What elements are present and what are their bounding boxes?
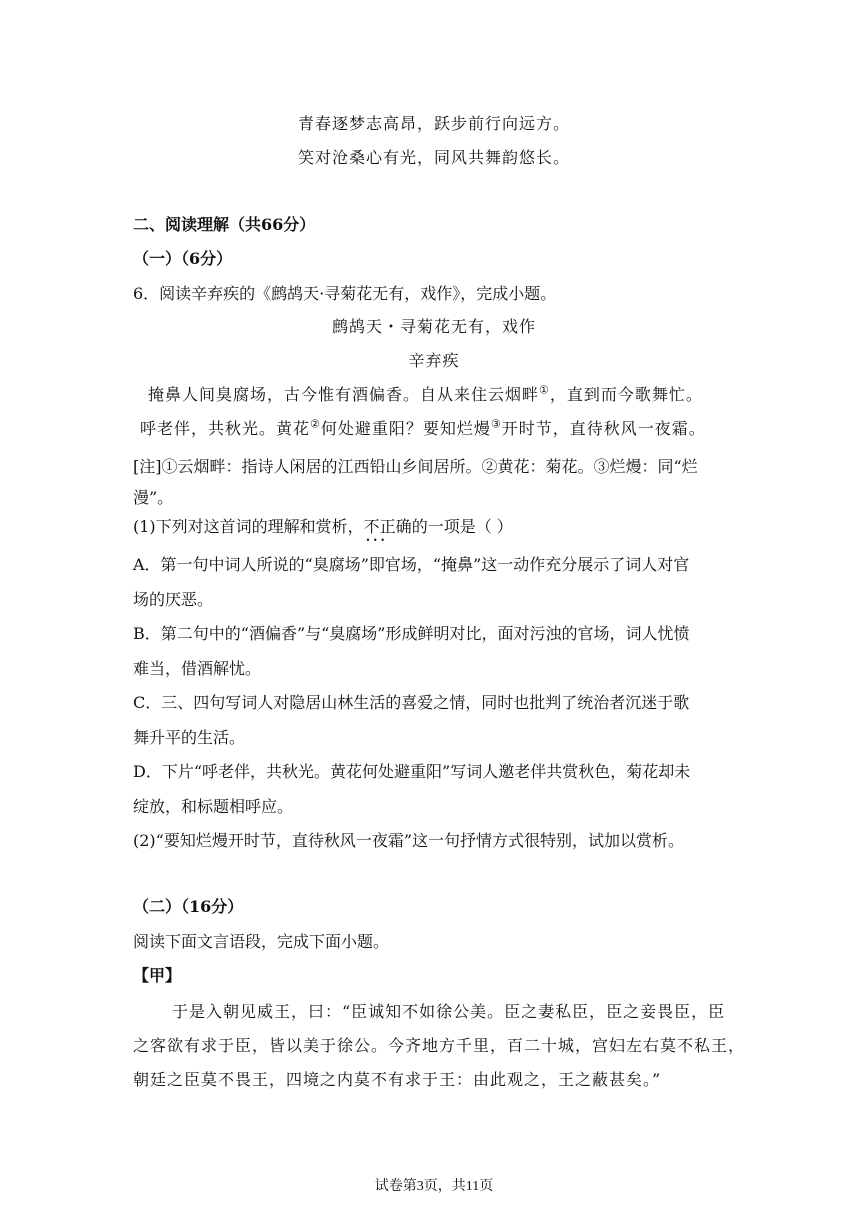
poem-line-1: 青春逐梦志高昂，跃步前行向远方。 <box>297 114 570 133</box>
footnote-marker-1: ① <box>539 383 550 397</box>
part-1-heading: （一）（6分） <box>133 249 233 268</box>
ci-line-2 <box>140 418 706 440</box>
option-c-line-1: C．三、四句写词人对隐居山林生活的喜爱之情，同时也批判了统治者沉迷于歌 <box>133 693 690 712</box>
option-a-line-2: 场的厌恶。 <box>133 590 214 609</box>
ci-line-2-part-a: 呼老伴，共秋光。黄花 <box>140 419 311 438</box>
ci-line-1 <box>148 384 703 406</box>
classical-text-line-1: 于是入朝见威王，曰：“臣诚知不如徐公美。臣之妻私臣，臣之妾畏臣，臣 <box>172 1002 726 1021</box>
option-c-line-2: 舞升平的生活。 <box>133 728 246 747</box>
emphasis-dotted-text: 不正确 • • • <box>364 516 412 538</box>
footnote-marker-2: ② <box>310 417 321 431</box>
ci-author: 辛弃疾 <box>408 351 460 370</box>
page-footer: 试卷第3页，共11页 <box>374 1179 494 1194</box>
sub-question-1 <box>133 516 513 538</box>
section-2-heading: 二、阅读理解（共66分） <box>133 215 316 234</box>
part-2-heading: （二）（16分） <box>133 897 244 916</box>
sub-question-1-before: (1)下列对这首词的理解和赏析， <box>133 517 364 536</box>
jia-label: 【甲】 <box>133 966 182 985</box>
note-line-2: 漫”。 <box>133 488 174 507</box>
option-b-line-2: 难当，借酒解忧。 <box>133 659 262 678</box>
ci-title: 鹧鸪天・寻菊花无有，戏作 <box>331 317 536 336</box>
note-line-1: [注]①云烟畔：指诗人闲居的江西铅山乡间居所。②黄花：菊花。③烂熳：同“烂 <box>133 457 698 476</box>
option-d-line-1: D．下片“呼老伴，共秋光。黄花何处避重阳”写词人邀老伴共赏秋色，菊花却未 <box>133 762 691 781</box>
option-d-line-2: 绽放，和标题相呼应。 <box>133 797 294 816</box>
classical-text-line-3: 朝廷之臣莫不畏王，四境之内莫不有求于王：由此观之，王之蔽甚矣。” <box>133 1070 662 1089</box>
ci-line-2-part-b: 何处避重阳？要知烂熳 <box>320 419 491 438</box>
footnote-marker-3: ③ <box>490 417 502 431</box>
ci-line-1-part-a: 掩鼻人间臭腐场，古今惟有酒偏香。自从来住云烟畔 <box>148 385 540 404</box>
ci-line-2-part-c: 开时节，直待秋风一夜霜。 <box>501 419 706 438</box>
poem-line-2: 笑对沧桑心有光，同风共舞韵悠长。 <box>297 148 570 167</box>
question-6-intro: 6．阅读辛弃疾的《鹧鸪天·寻菊花无有，戏作》，完成小题。 <box>133 284 557 303</box>
sub-question-2: (2)“要知烂熳开时节，直待秋风一夜霜”这一句抒情方式很特别，试加以赏析。 <box>133 831 685 850</box>
classical-text-line-2: 之客欲有求于臣，皆以美于徐公。今齐地方千里，百二十城，宫妇左右莫不私王， <box>133 1036 746 1055</box>
sub-question-1-after: 的一项是（ ） <box>411 517 513 536</box>
option-a-line-1: A．第一句中词人所说的“臭腐场”即官场，“掩鼻”这一动作充分展示了词人对官 <box>133 555 690 574</box>
part-2-intro: 阅读下面文言语段，完成下面小题。 <box>133 932 390 951</box>
ci-line-1-part-b: ，直到而今歌舞忙。 <box>549 385 703 404</box>
option-b-line-1: B．第二句中的“酒偏香”与“臭腐场”形成鲜明对比，面对污浊的官场，词人忧愤 <box>133 624 690 643</box>
